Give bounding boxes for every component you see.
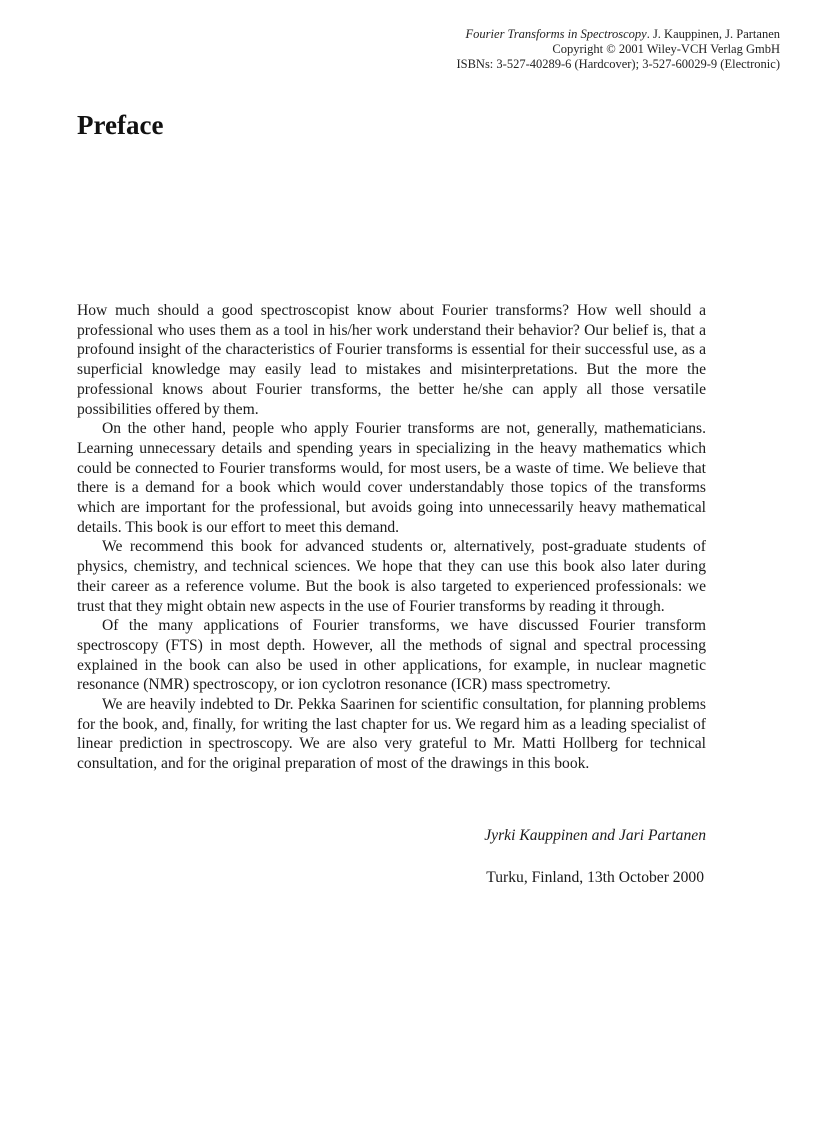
paragraph-4: Of the many applications of Fourier transforms, we have discussed Fourier transform spectroscopy (FTS) in most depth. However, all the methods of signal and spectral processing explained in the book can also be used in other applications, for example, in nuclear magnetic resonance (NMR) spectroscopy, or ion cyclotron resonance (ICR) mass spectrometry. [77,617,706,694]
paragraph-1: How much should a good spectroscopist know about Fourier transforms? How well should a professional who uses them as a tool in his/her work understand their behavior? Our belief is, that a profound insight of the characteristics of Fourier transforms is essential for their successful use, as a superficial knowledge may easily lead to mistakes and misinterpretations. But the more the professional knows about Fourier transforms, the better he/she can apply all those versatile possibilities offered by them. [77,302,706,418]
header-copyright: Copyright © 2001 Wiley-VCH Verlag GmbH [552,41,780,56]
header-book-title: Fourier Transforms in Spectroscopy [465,27,647,41]
paragraph-5: We are heavily indebted to Dr. Pekka Saarinen for scientific consultation, for planning problems for the book, and, finally, for writing the last chapter for us. We regard him as a leading specialist of linear prediction in spectroscopy. We are also very grateful to Mr. Matti Hollberg for technical consultation, and for the original preparation of most of the drawings in this book. [77,696,706,773]
page-title: Preface [77,110,164,140]
author-signature: Jyrki Kauppinen and Jari Partanen [484,827,706,844]
place-and-date: Turku, Finland, 13th October 2000 [486,869,704,886]
page-header [456,27,780,71]
preface-body [77,301,706,774]
header-authors: . J. Kauppinen, J. Partanen [646,27,780,41]
paragraph-2: On the other hand, people who apply Fourier transforms are not, generally, mathematicians. Learning unnecessary details and spending years in specializing in the heavy mathematics which could be connected to Fourier transforms would, for most users, be a waste of time. We believe that there is a demand for a book which would cover understandably those topics of the transforms which are important for the professional, but avoids going into unnecessarily heavy mathematical details. This book is our effort to meet this demand. [77,420,706,536]
header-citation-line [456,27,780,42]
header-isbns: ISBNs: 3-527-40289-6 (Hardcover); 3-527-60029-9 (Electronic) [456,56,780,71]
paragraph-3: We recommend this book for advanced students or, alternatively, post-graduate students of physics, chemistry, and technical sciences. We hope that they can use this book also later during their career as a reference volume. But the book is also targeted to experienced professionals: we trust that they might obtain new aspects in the use of Fourier transforms by reading it through. [77,538,706,615]
